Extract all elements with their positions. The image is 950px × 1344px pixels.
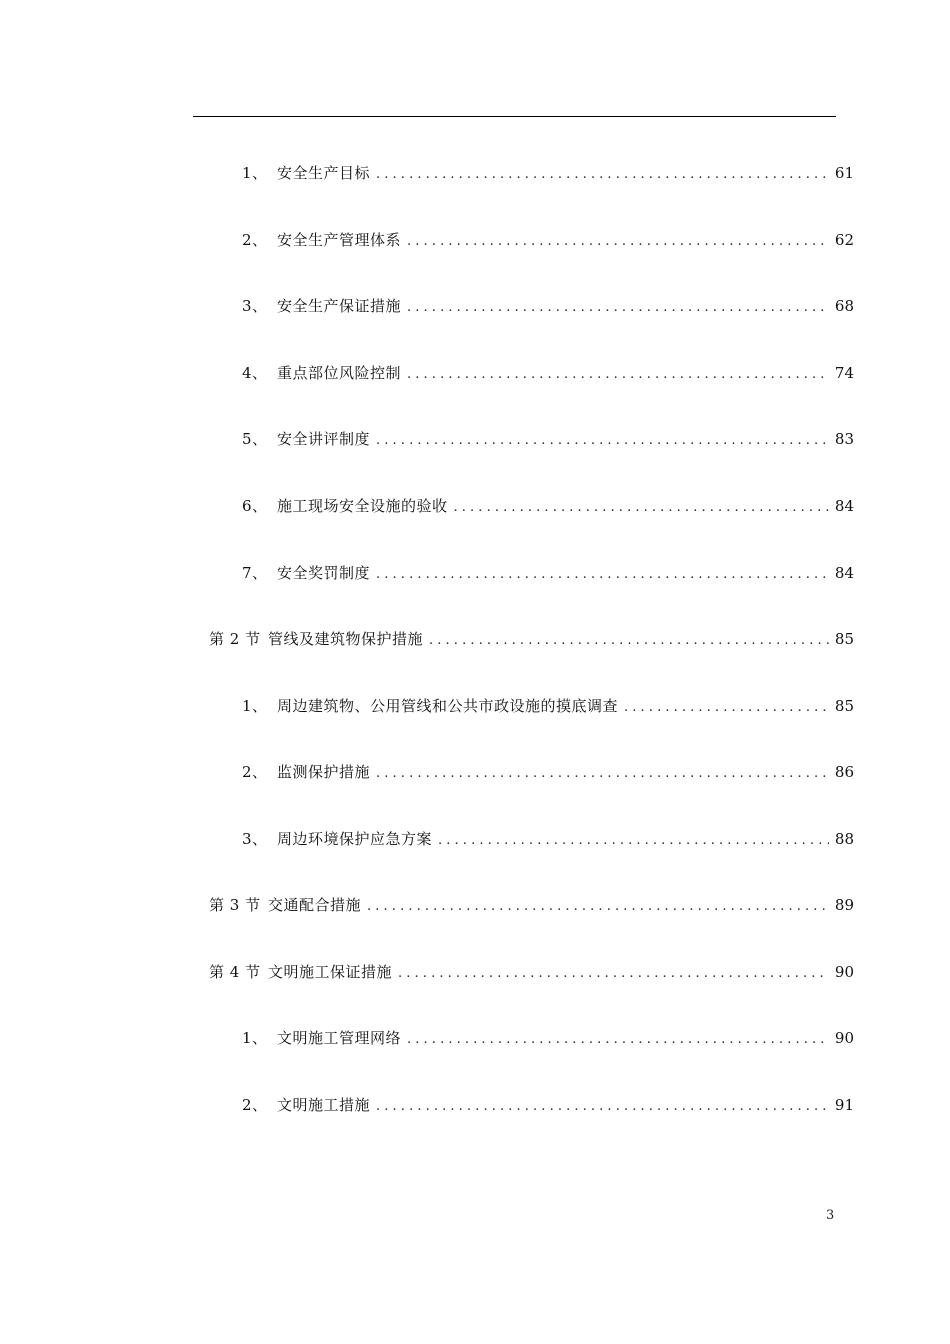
toc-entry-number: 2、 <box>242 231 268 249</box>
toc-entry[interactable] <box>242 563 854 585</box>
toc-entry-page: 90 <box>834 963 854 981</box>
toc-entry-number: 6、 <box>242 497 268 515</box>
toc-entry-number: 第 4 节 <box>209 963 261 981</box>
toc-entry-title: 周边建筑物、公用管线和公共市政设施的摸底调查 <box>277 697 619 715</box>
toc-entry[interactable] <box>242 762 854 784</box>
toc-entry[interactable] <box>242 696 854 718</box>
toc-entry-title: 安全讲评制度 <box>277 430 371 448</box>
toc-entry-number: 1、 <box>242 1029 268 1047</box>
toc-dot-leader <box>454 498 829 518</box>
toc-entry-title: 交通配合措施 <box>268 896 362 914</box>
toc-entry[interactable] <box>242 1095 854 1117</box>
toc-entry[interactable] <box>242 429 854 451</box>
toc-entry-page: 68 <box>834 297 854 315</box>
toc-dot-leader <box>407 1030 829 1050</box>
toc-dot-leader <box>367 897 829 917</box>
toc-entry-number: 3、 <box>242 830 268 848</box>
toc-dot-leader <box>376 431 829 451</box>
toc-dot-leader <box>376 565 829 585</box>
toc-entry-number: 3、 <box>242 297 268 315</box>
toc-entry[interactable] <box>242 1028 854 1050</box>
toc-entry-title: 周边环境保护应急方案 <box>277 830 433 848</box>
toc-entry-page: 90 <box>834 1029 854 1047</box>
toc-entry[interactable] <box>242 230 854 252</box>
toc-entry-title: 文明施工措施 <box>277 1096 371 1114</box>
toc-dot-leader <box>407 232 829 252</box>
page-number: 3 <box>826 1208 835 1223</box>
toc-entry-title: 监测保护措施 <box>277 763 371 781</box>
toc-entry-page: 62 <box>834 231 854 249</box>
toc-entry-title: 文明施工管理网络 <box>277 1029 402 1047</box>
toc-entry-page: 85 <box>834 630 854 648</box>
toc-entry-title: 安全生产目标 <box>277 164 371 182</box>
toc-entry-page: 84 <box>834 497 854 515</box>
toc-dot-leader <box>376 764 829 784</box>
toc-entry-number: 2、 <box>242 763 268 781</box>
toc-entry-title: 重点部位风险控制 <box>277 364 402 382</box>
toc-entry[interactable] <box>242 163 854 185</box>
toc-entry-number: 2、 <box>242 1096 268 1114</box>
toc-entry[interactable] <box>242 496 854 518</box>
toc-entry-page: 86 <box>834 763 854 781</box>
toc-entry-title: 安全生产管理体系 <box>277 231 402 249</box>
toc-dot-leader <box>624 698 829 718</box>
toc-entry-number: 5、 <box>242 430 268 448</box>
toc-entry-title: 管线及建筑物保护措施 <box>268 630 424 648</box>
toc-entry-page: 61 <box>834 164 854 182</box>
toc-entry-page: 74 <box>834 364 854 382</box>
toc-entry[interactable] <box>242 829 854 851</box>
toc-entry-title: 施工现场安全设施的验收 <box>277 497 448 515</box>
toc-entry[interactable] <box>242 296 854 318</box>
toc-entry-number: 7、 <box>242 564 268 582</box>
toc-entry-title: 文明施工保证措施 <box>268 963 393 981</box>
toc-section-entry[interactable] <box>209 895 854 917</box>
toc-dot-leader <box>398 964 829 984</box>
toc-entry[interactable] <box>242 363 854 385</box>
toc-entry-number: 第 2 节 <box>209 630 261 648</box>
toc-section-entry[interactable] <box>209 629 854 651</box>
toc-dot-leader <box>429 631 829 651</box>
toc-dot-leader <box>376 165 829 185</box>
toc-entry-number: 1、 <box>242 697 268 715</box>
toc-entry-page: 84 <box>834 564 854 582</box>
toc-entry-page: 91 <box>834 1096 854 1114</box>
toc-entry-page: 85 <box>834 697 854 715</box>
toc-entry-page: 89 <box>834 896 854 914</box>
toc-entry-number: 4、 <box>242 364 268 382</box>
toc-entry-title: 安全奖罚制度 <box>277 564 371 582</box>
header-rule <box>193 116 836 117</box>
toc-entry-number: 1、 <box>242 164 268 182</box>
toc-dot-leader <box>438 831 829 851</box>
toc-entry-number: 第 3 节 <box>209 896 261 914</box>
toc-dot-leader <box>376 1097 829 1117</box>
toc-dot-leader <box>407 298 829 318</box>
toc-section-entry[interactable] <box>209 962 854 984</box>
toc-entry-title: 安全生产保证措施 <box>277 297 402 315</box>
toc-dot-leader <box>407 365 829 385</box>
toc-entry-page: 83 <box>834 430 854 448</box>
toc-entry-page: 88 <box>834 830 854 848</box>
